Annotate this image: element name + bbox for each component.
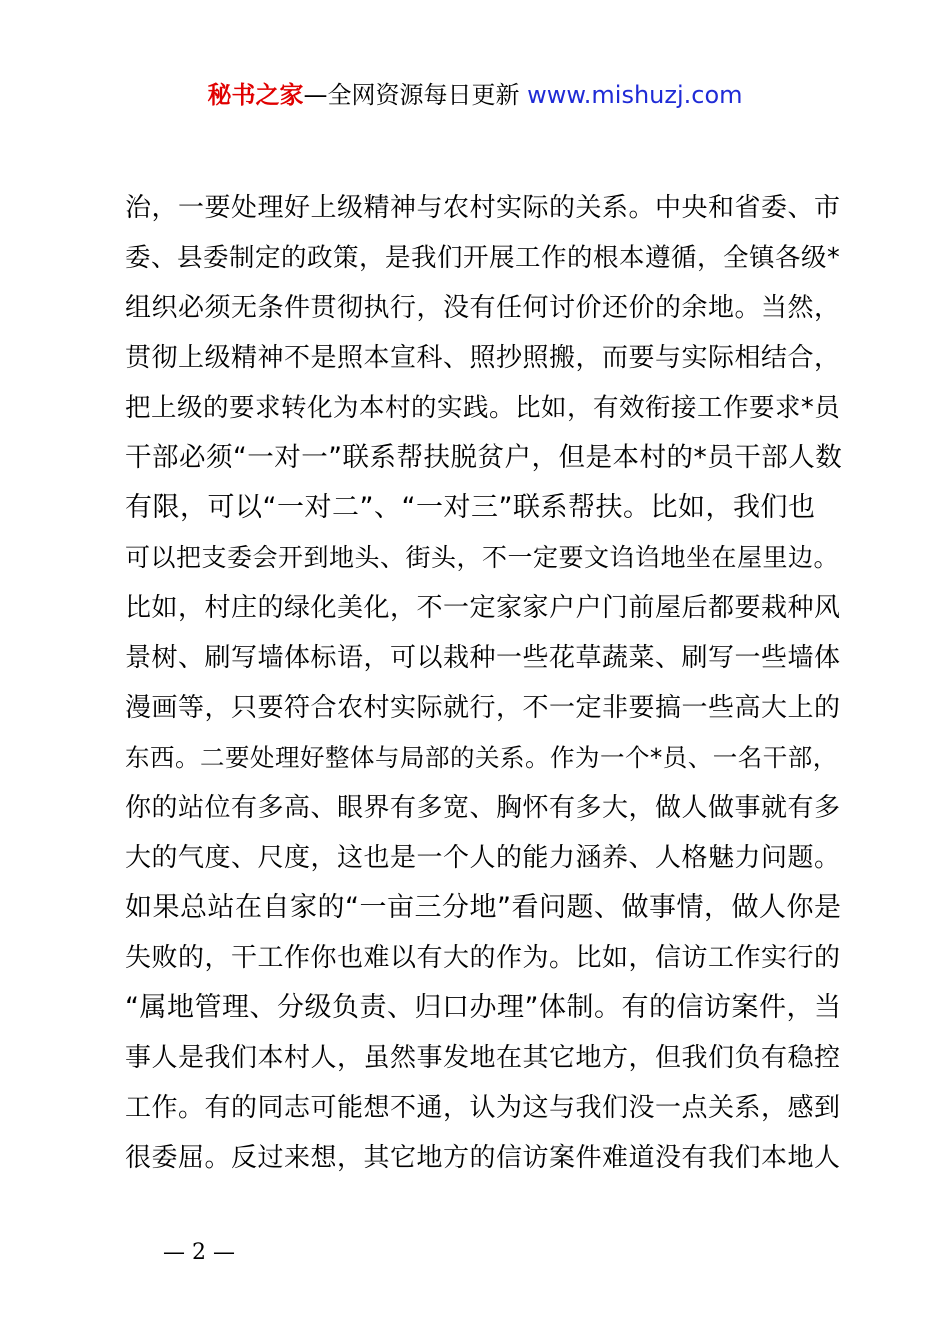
text-line: 可以把支委会开到地头、街头，不一定要文诌诌地坐在屋里边。 — [125, 543, 840, 572]
text-line: 漫画等，只要符合农村实际就行，不一定非要搞一些高大上的 — [125, 693, 841, 723]
text-line: 组织必须无条件贯彻执行，没有任何讨价还价的余地。当然， — [125, 293, 841, 323]
text-line: 贯彻上级精神不是照本宣科、照抄照搬，而要与实际相结合， — [125, 343, 841, 373]
page-number: — 2 — — [163, 1240, 235, 1265]
text-line: 你的站位有多高、眼界有多宽、胸怀有多大，做人做事就有多 — [125, 793, 841, 823]
text-line: 干部必须“一对一”联系帮扶脱贫户，但是本村的*员干部人数 — [125, 442, 843, 473]
text-line: 大的气度、尺度，这也是一个人的能力涵养、人格魅力问题。 — [125, 843, 841, 873]
document-body — [125, 183, 845, 1183]
text-line: 失败的，干工作你也难以有大的作为。比如，信访工作实行的 — [125, 943, 841, 973]
text-line: 东西。二要处理好整体与局部的关系。作为一个*员、一名干部， — [125, 743, 838, 772]
site-banner — [0, 78, 950, 112]
text-line: “属地管理、分级负责、归口办理”体制。有的信访案件，当 — [125, 992, 842, 1023]
text-line: 景树、刷写墙体标语，可以栽种一些花草蔬菜、刷写一些墙体 — [125, 643, 841, 673]
banner-tagline: —全网资源每日更新 — [303, 81, 520, 109]
brand-name: 秘书之家 — [207, 81, 304, 109]
text-line: 有限，可以“一对二”、“一对三”联系帮扶。比如，我们也 — [125, 492, 816, 523]
text-line: 事人是我们本村人，虽然事发地在其它地方，但我们负有稳控 — [125, 1043, 841, 1073]
text-line: 治，一要处理好上级精神与农村实际的关系。中央和省委、市 — [125, 193, 841, 223]
text-line: 很委屈。反过来想，其它地方的信访案件难道没有我们本地人 — [125, 1143, 841, 1173]
site-url-link[interactable]: www.mishuzj.com — [527, 81, 743, 109]
text-line: 工作。有的同志可能想不通，认为这与我们没一点关系，感到 — [125, 1093, 841, 1123]
text-line: 比如，村庄的绿化美化，不一定家家户户门前屋后都要栽种风 — [125, 593, 841, 623]
text-line: 委、县委制定的政策，是我们开展工作的根本遵循，全镇各级* — [125, 243, 841, 273]
text-line: 把上级的要求转化为本村的实践。比如，有效衔接工作要求*员 — [125, 393, 841, 423]
text-line: 如果总站在自家的“一亩三分地”看问题、做事情，做人你是 — [125, 892, 842, 923]
